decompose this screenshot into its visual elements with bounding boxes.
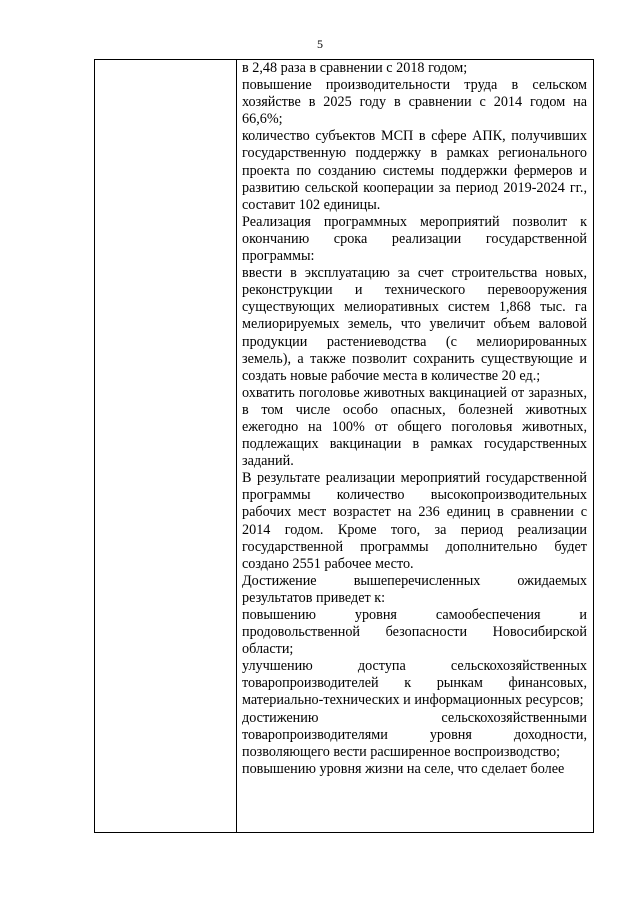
table-row [95, 60, 594, 833]
left-cell [95, 60, 237, 833]
content-table [94, 59, 594, 833]
paragraph-3: количество субъектов МСП в сфере АПК, получивших государственную поддержку в рамках регионального проекта по созданию системы поддержки фермеров и развитию сельской кооперации за период 2019-2024 гг., составит 102 единицы. [242, 128, 587, 213]
paragraph-8: Достижение вышеперечисленных ожидаемых результатов приведет к: [242, 572, 587, 606]
paragraph-12: повышению уровня жизни на селе, что сделает более [242, 760, 565, 777]
paragraph-2: повышение производительности труда в сельском хозяйстве в 2025 году в сравнении с 2014 годом на 66,6%; [242, 77, 587, 128]
right-cell [237, 60, 594, 833]
page-number: 5 [317, 37, 323, 51]
paragraph-1: в 2,48 раза в сравнении с 2018 годом; [242, 60, 468, 76]
paragraph-7: В результате реализации мероприятий государственной программы количество высокопроизводительных рабочих мест возрастет на 236 единиц в сравнении с 2014 годом. Кроме того, за период реализации государственной программы дополнительно будет создано 2551 рабочее место. [242, 470, 587, 572]
paragraph-5: ввести в эксплуатацию за счет строительства новых, реконструкции и технического перевооружения существующих мелиоративных систем 1,868 тыс. га мелиорируемых земель, что увеличит объем валовой продукции растениеводства (с мелиорированных земель), а также позволит сохранить существующие и создать новые рабочие места в количестве 20 ед.; [242, 265, 587, 384]
paragraph-10: улучшению доступа сельскохозяйственных товаропроизводителей к рынкам финансовых, материально-технических и информационных ресурсов; [242, 658, 587, 709]
paragraph-9: повышению уровня самообеспечения и продовольственной безопасности Новосибирской области; [242, 607, 587, 658]
paragraph-11: достижению сельскохозяйственными товаропроизводителями уровня доходности, позволяющего вести расширенное воспроизводство; [242, 709, 587, 760]
paragraph-6: охватить поголовье животных вакцинацией от заразных, в том числе особо опасных, болезней животных ежегодно на 100% от общего поголовья животных, подлежащих вакцинации в рамках государственных заданий. [242, 384, 587, 470]
paragraph-4: Реализация программных мероприятий позволит к окончанию срока реализации государственной программы: [242, 213, 587, 265]
